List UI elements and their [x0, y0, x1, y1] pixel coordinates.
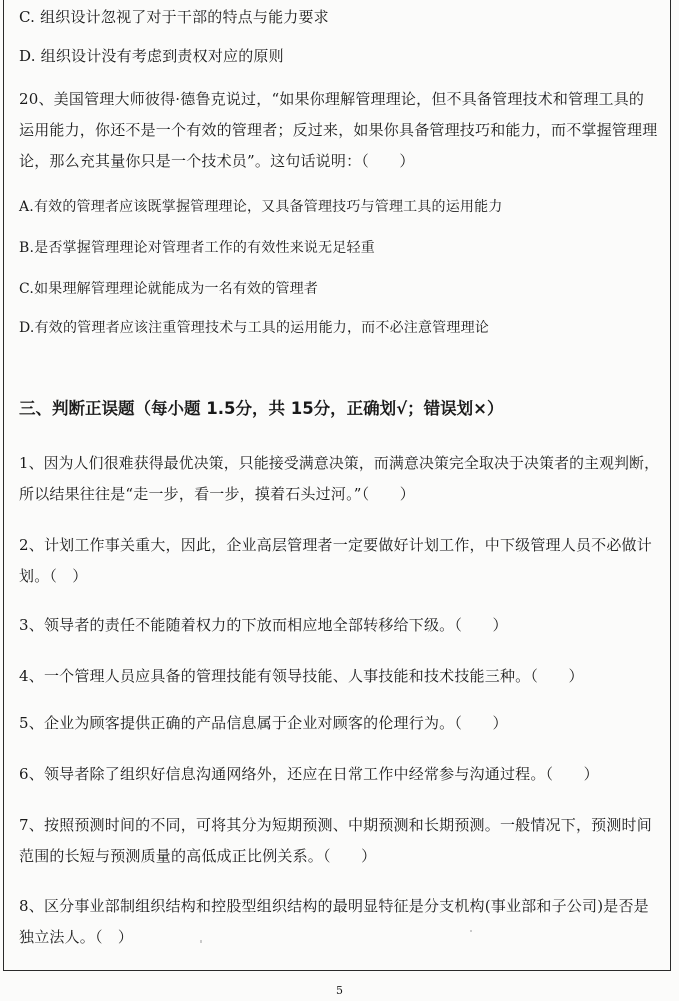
q20-option-b: B.是否掌握管理理论对管理者工作的有效性来说无足轻重: [19, 240, 375, 256]
tf-question-line: 1、因为人们很难获得最优决策，只能接受满意决策，而满意决策完全取决于决策者的主观判断，: [19, 454, 660, 472]
q20-stem-line: 运用能力，你还不是一个有效的管理者；反过来，如果你具备管理技巧和能力，而不掌握管理理: [19, 121, 658, 139]
tf-question-line: 2、计划工作事关重大，因此，企业高层管理者一定要做好计划工作，中下级管理人员不必做计: [19, 536, 652, 554]
tf-question-line: 6、领导者除了组织好信息沟通网络外，还应在日常工作中经常参与沟通过程。（ ）: [19, 765, 599, 783]
tf-question-line: 8、区分事业部制组织结构和控股型组织结构的最明显特征是分支机构(事业部和子公司)是否是: [19, 897, 649, 915]
q19-option-c: C. 组织设计忽视了对于干部的特点与能力要求: [19, 8, 329, 26]
q20-option-c: C.如果理解管理理论就能成为一名有效的管理者: [19, 281, 319, 297]
scan-speck: [200, 940, 202, 943]
q19-option-d: D. 组织设计没有考虑到责权对应的原则: [19, 47, 284, 65]
tf-question-line: 5、企业为顾客提供正确的产品信息属于企业对顾客的伦理行为。（ ）: [19, 714, 508, 732]
tf-question-line: 所以结果往往是“走一步，看一步，摸着石头过河。”（ ）: [19, 485, 415, 503]
section-heading: 三、判断正误题（每小题 1.5分，共 15分，正确划√；错误划×）: [19, 399, 504, 418]
tf-question-line: 划。（ ）: [19, 567, 88, 585]
tf-question-line: 范围的长短与预测质量的高低成正比例关系。（ ）: [19, 847, 377, 865]
tf-question-line: 独立法人。（ ）: [19, 928, 134, 946]
q20-option-a: A.有效的管理者应该既掌握管理理论，又具备管理技巧与管理工具的运用能力: [19, 199, 503, 215]
q20-stem-line: 20、美国管理大师彼得·德鲁克说过，“如果你理解管理理论，但不具备管理技术和管理工具的: [19, 90, 645, 108]
q20-stem-line: 论，那么充其量你只是一个技术员”。这句话说明：（ ）: [19, 152, 415, 170]
page-number: 5: [336, 984, 343, 997]
q20-option-d: D.有效的管理者应该注重管理技术与工具的运用能力，而不必注意管理理论: [19, 320, 489, 336]
tf-question-line: 4、一个管理人员应具备的管理技能有领导技能、人事技能和技术技能三种。（ ）: [19, 667, 584, 685]
tf-question-line: 7、按照预测时间的不同，可将其分为短期预测、中期预测和长期预测。一般情况下，预测时间: [19, 816, 652, 834]
scan-speck: [470, 930, 472, 932]
tf-question-line: 3、领导者的责任不能随着权力的下放而相应地全部转移给下级。（ ）: [19, 616, 508, 634]
